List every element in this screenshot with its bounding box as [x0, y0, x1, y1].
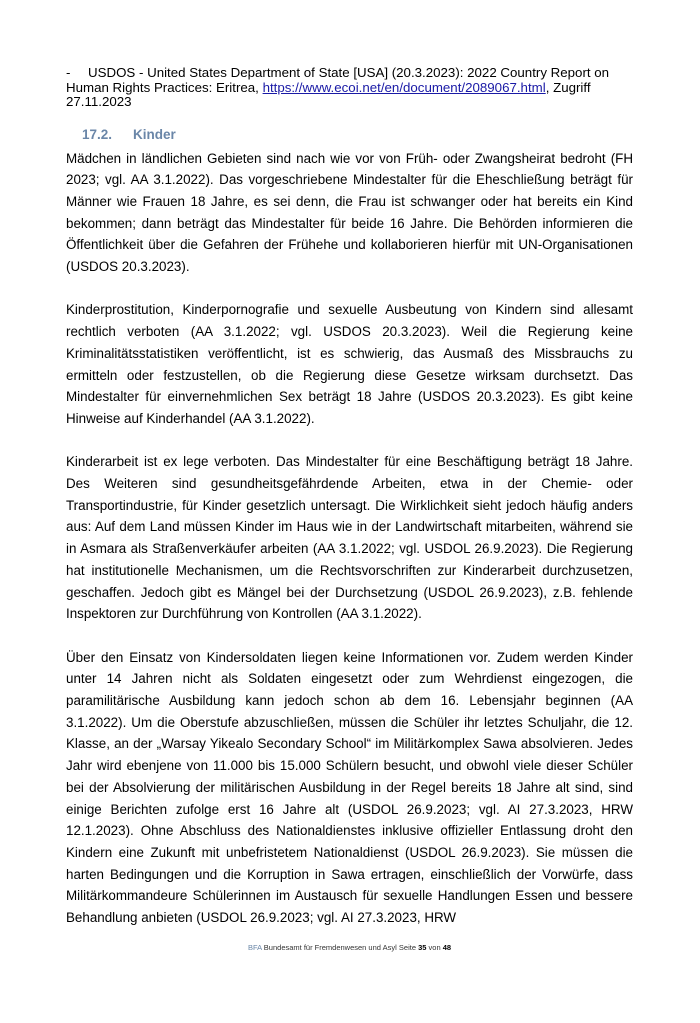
page-total: 48 — [442, 942, 452, 952]
page-label: Seite — [398, 942, 416, 952]
reference-link[interactable]: https://www.ecoi.net/en/document/2089067.html — [262, 79, 546, 95]
reference-text: USDOS - United States Department of State [USA] (20.3.2023): 2022 Country Report on Human Rights Practices: Eritrea, — [66, 65, 610, 95]
page-footer — [66, 929, 633, 953]
page-number: 35 — [418, 942, 427, 952]
paragraph: Kinderarbeit ist ex lege verboten. Das Mindestalter für eine Beschäftigung beträgt 18 Jahre. Des Weiteren sind gesundheitsgefährdende Arbeiten, etwa in der Chemie- oder Transportindustrie, für Kinder gesetzlich untersagt. Die Wirklichkeit sieht jedoch häufig anders aus: Auf dem Land müssen Kinder im Haus wie in der Landwirtschaft mitarbeiten, während sie in Asmara als Straßenverkäufer arbeiten (AA 3.1.2022; vgl. USDOL 26.9.2023). Die Regierung hat institutionelle Mechanismen, um die Rechtsvorschriften zur Kinderarbeit durchzusetzen, geschaffen. Jedoch gibt es Mängel bei der Durchsetzung (USDOL 26.9.2023), z.B. fehlende Inspektoren zur Durchführung von Kontrollen (AA 3.1.2022). — [66, 454, 633, 622]
bullet: - — [66, 65, 71, 80]
reference-entry — [66, 66, 626, 110]
agency-name: Bundesamt für Fremdenwesen und Asyl — [263, 942, 397, 952]
paragraph: Über den Einsatz von Kindersoldaten liegen keine Informationen vor. Zudem werden Kinder unter 14 Jahren nicht als Soldaten eingesetzt oder zum Wehrdienst eingezogen, die paramilitärische Ausbildung kann jedoch schon ab dem 16. Lebensjahr beginnen (AA 3.1.2022). Um die Oberstufe abzuschließen, müssen die Schüler ihr letztes Schuljahr, die 12. Klasse, an der „Warsay Yikealo Secondary School“ im Militärkomplex Sawa absolvieren. Jedes Jahr wird ebenjene von 11.000 bis 15.000 Schülern besucht, und obwohl viele dieser Schüler bei der Absolvierung der militärischen Ausbildung in der Regel bereits 18 Jahre alt sind, sind einige Berichten zufolge erst 16 Jahre alt (USDOL 26.9.2023; vgl. AI 27.3.2023, HRW 12.1.2023). Ohne Abschluss des Nationaldienstes inklusive offizieller Entlassung droht den Kindern eine Zukunft mit unbefristetem Nationaldienst (USDOL 26.9.2023). Sie müssen die harten Bedingungen und die Korruption in Sawa ertragen, einschließlich der Vorwürfe, dass Militärkommandeure Schülerinnen im Austausch für sexuelle Handlungen Essen und bessere Behandlung anbieten (USDOL 26.9.2023; vgl. AI 27.3.2023, HRW — [66, 649, 633, 926]
paragraph: Mädchen in ländlichen Gebieten sind nach wie vor von Früh- oder Zwangsheirat bedroht (FH 2023; vgl. AA 3.1.2022). Das vorgeschriebene Mindestalter für die Eheschließung beträgt für Männer wie Frauen 18 Jahre, es sei denn, die Frau ist schwanger oder hat bereits ein Kind bekommen; dann beträgt das Mindestalter für beide 16 Jahre. Die Behörden informieren die Öffentlichkeit über die Gefahren der Frühehe und kollaborieren hierfür mit UN-Organisationen (USDOS 20.3.2023). — [66, 150, 633, 275]
section-title: Kinder — [133, 126, 176, 142]
body-text — [66, 148, 633, 929]
reference-access-date: , Zugriff 27.11.2023 — [66, 79, 591, 109]
of-label: von — [428, 942, 441, 952]
section-number: 17.2. — [82, 126, 113, 142]
bfa-logo: BFA — [247, 942, 262, 952]
paragraph: Kinderprostitution, Kinderpornografie und sexuelle Ausbeutung von Kindern sind allesamt rechtlich verboten (AA 3.1.2022; vgl. USDOS 20.3.2023). Weil die Regierung keine Kriminalitätsstatistiken veröffentlicht, ist es schwierig, das Ausmaß des Missbrauchs zu ermitteln oder festzustellen, ob die Regierung diese Gesetze wirksam durchsetzt. Das Mindestalter für einvernehmlichen Sex beträgt 18 Jahre (USDOS 20.3.2023). Es gibt keine Hinweise auf Kinderhandel (AA 3.1.2022). — [66, 302, 633, 426]
section-heading — [82, 126, 633, 144]
